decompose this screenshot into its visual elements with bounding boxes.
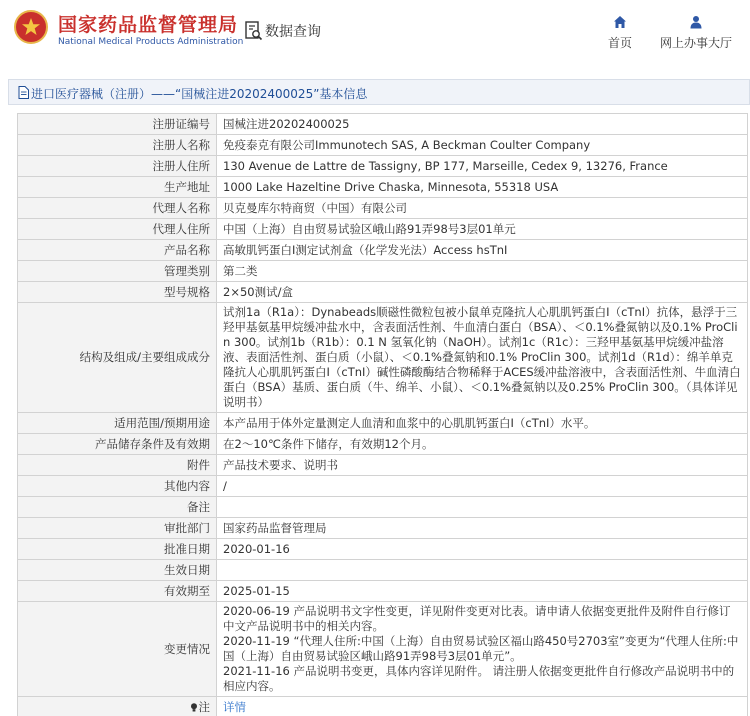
row-value: 高敏肌钙蛋白I测定试剂盒（化学发光法）Access hsTnI [217,240,748,261]
home-icon [613,15,627,29]
row-label: 审批部门 [18,518,217,539]
data-query-link[interactable] [245,20,321,42]
data-query-icon [245,21,263,41]
table-row [18,434,748,455]
table-row [18,156,748,177]
table-row [18,198,748,219]
site-logo-subtitle: National Medical Products Administration [58,37,244,47]
table-row [18,177,748,198]
row-label: 注册人住所 [18,156,217,177]
row-value: / [217,476,748,497]
row-value: 产品技术要求、说明书 [217,455,748,476]
site-logo-title[interactable]: 国家药品监督管理局 [58,14,239,36]
table-row [18,539,748,560]
row-value: 2×50测试/盒 [217,282,748,303]
row-value: 国械注进20202400025 [217,114,748,135]
row-label: 产品储存条件及有效期 [18,434,217,455]
data-query-label: 数据查询 [265,23,321,40]
row-value: 第二类 [217,261,748,282]
national-emblem-icon [14,10,48,44]
row-value: 1000 Lake Hazeltine Drive Chaska, Minnesota, 55318 USA [217,177,748,198]
note-label-cell [18,697,217,716]
note-label: 注 [198,699,210,714]
nav-home[interactable] [600,15,640,51]
row-value [217,602,748,697]
table-row [18,303,748,413]
row-label: 注册证编号 [18,114,217,135]
nav-online-office-label: 网上办事大厅 [659,36,732,50]
record-title: 进口医疗器械（注册）——“国械注进20202400025”基本信息 [31,87,368,101]
row-value: 中国（上海）自由贸易试验区峨山路91弄98号3层01单元 [217,219,748,240]
nav-home-label: 首页 [607,36,632,50]
row-label: 管理类别 [18,261,217,282]
user-icon [689,15,703,29]
table-row [18,581,748,602]
row-value: 贝克曼库尔特商贸（中国）有限公司 [217,198,748,219]
row-value: 试剂1a（R1a）：Dynabeads顺磁性微粒包被小鼠单克隆抗人心肌肌钙蛋白I（cTnI）抗体，悬浮于三羟甲基氨基甲烷缓冲盐水中，含表面活性剂、牛血清白蛋白（BSA）、＜0.1%叠氮钠以及0.1% ProClin 300。试剂1b（R1b）：0.1 N 氢氧化钠（NaOH）。试剂1c（R1c）：三羟甲基氨基甲烷缓冲盐溶液、表面活性剂、蛋白质（小鼠）、＜0.1%叠氮钠和0.1% ProClin 300。试剂1d（R1d）：绵羊单克隆抗人心肌肌钙蛋白I（cTnI）碱性磷酸酶结合物稀释于ACES缓冲盐溶液中，含表面活性剂、牛血清白蛋白（BSA）基质、蛋白质（牛、绵羊、小鼠）、＜0.1%叠氮钠以及0.25% ProClin 300。（具体详见说明书） [217,303,748,413]
row-label: 变更情况 [18,602,217,697]
row-label: 型号规格 [18,282,217,303]
table-row [18,135,748,156]
table-row [18,560,748,581]
table-row [18,602,748,697]
table-row [18,261,748,282]
row-label: 有效期至 [18,581,217,602]
row-label: 代理人名称 [18,198,217,219]
table-row [18,476,748,497]
row-label: 批准日期 [18,539,217,560]
change-entry: 2020-06-19 产品说明书文字性变更，详见附件变更对比表。请申请人依据变更批件及附件自行修订中文产品说明书中的相关内容。 [223,604,731,633]
row-label: 适用范围/预期用途 [18,413,217,434]
row-value [217,497,748,518]
table-row [18,413,748,434]
nav-online-office[interactable] [656,15,736,51]
table-row [18,219,748,240]
row-label: 产品名称 [18,240,217,261]
note-value [217,697,748,716]
row-label: 其他内容 [18,476,217,497]
row-value: 130 Avenue de Lattre de Tassigny, BP 177, Marseille, Cedex 9, 13276, France [217,156,748,177]
row-value: 2025-01-15 [217,581,748,602]
row-value: 在2～10℃条件下储存，有效期12个月。 [217,434,748,455]
table-row [18,518,748,539]
row-label: 结构及组成/主要组成成分 [18,303,217,413]
table-row [18,240,748,261]
details-link[interactable]: 详情 [223,699,246,714]
row-value: 免疫泰克有限公司Immunotech SAS, A Beckman Coulter Company [217,135,748,156]
table-row [18,697,748,716]
record-title-bar [8,79,750,105]
row-label: 附件 [18,455,217,476]
row-value: 本产品用于体外定量测定人血清和血浆中的心肌肌钙蛋白I（cTnI）水平。 [217,413,748,434]
site-header [0,0,750,66]
row-value: 国家药品监督管理局 [217,518,748,539]
row-label: 生效日期 [18,560,217,581]
change-entry: 2020-11-19 “代理人住所:中国（上海）自由贸易试验区福山路450号2703室”变更为“代理人住所:中国（上海）自由贸易试验区峨山路91弄98号3层01单元”。 [223,634,739,663]
bulb-icon [190,703,198,712]
row-value [217,560,748,581]
row-value: 2020-01-16 [217,539,748,560]
row-label: 代理人住所 [18,219,217,240]
table-row [18,114,748,135]
table-row [18,282,748,303]
change-entry: 2021-11-16 产品说明书变更，具体内容详见附件。 请注册人依据变更批件自行修改产品说明书中的相应内容。 [223,664,735,693]
document-icon [18,86,29,99]
table-row [18,497,748,518]
row-label: 备注 [18,497,217,518]
table-row [18,455,748,476]
registration-detail-table [17,113,748,716]
row-label: 生产地址 [18,177,217,198]
row-label: 注册人名称 [18,135,217,156]
